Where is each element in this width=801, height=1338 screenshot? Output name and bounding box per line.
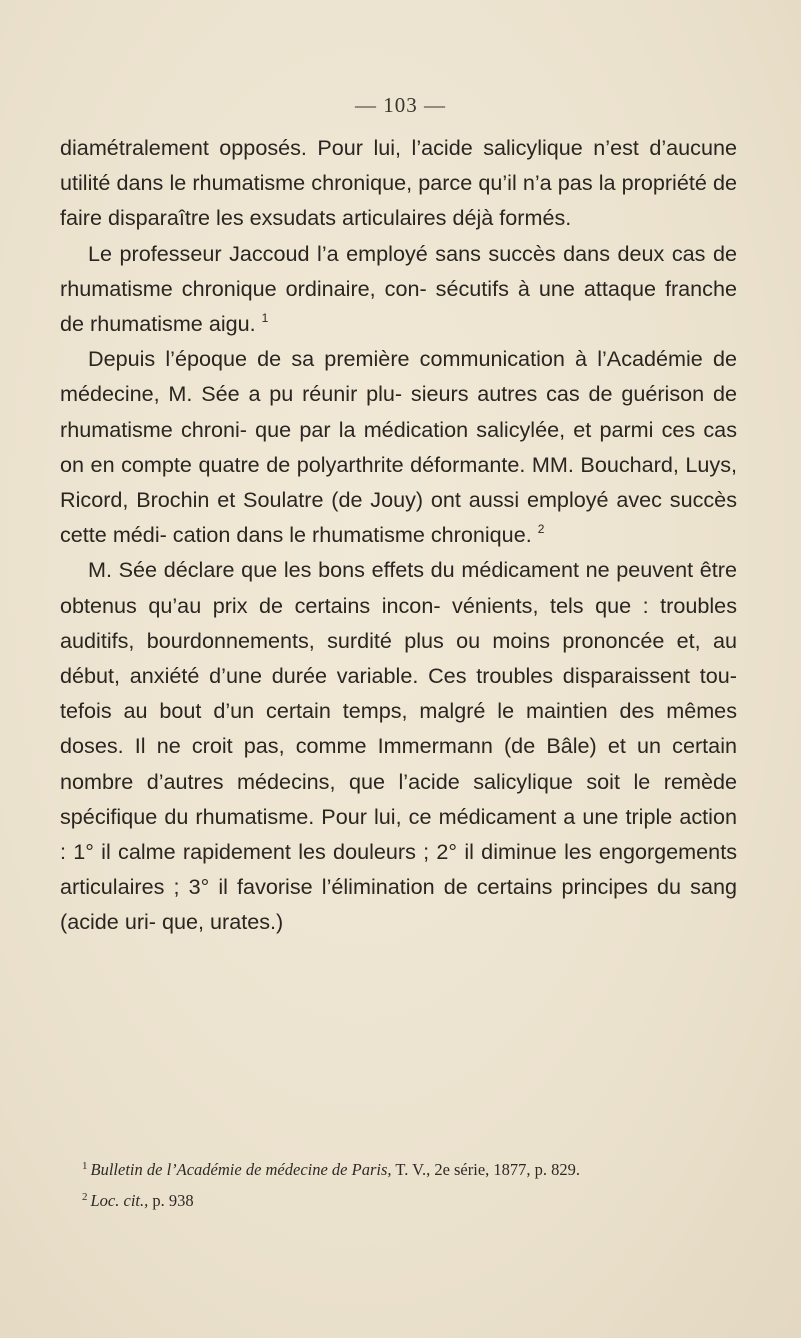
footnote-1-number: 1 bbox=[82, 1160, 88, 1172]
paragraph-3-text: Depuis l’époque de sa première communication à l’Académie de médecine, M. Sée a pu réunir plu- sieurs autres cas de guérison de rhumatisme chroni- que par la médication salicylée, et parmi ces cas on en compte quatre de polyarthrite déformante. MM. Bouchard, Luys, Ricord, Brochin et Soulatre (de Jouy) ont aussi employé avec succès cette médi- cation dans le rhumatisme chronique. bbox=[60, 346, 737, 548]
paragraph-3 bbox=[60, 341, 737, 552]
footnote-2-title: Loc. cit., bbox=[90, 1191, 149, 1210]
paragraph-2 bbox=[60, 236, 737, 342]
footnote-2-detail: p. 938 bbox=[148, 1191, 194, 1210]
paragraph-1-text: diamétralement opposés. Pour lui, l’acide salicylique n’est d’aucune utilité dans le rhumatisme chronique, parce qu’il n’a pas la propriété de faire disparaître les exsudats articulaires déjà formés. bbox=[60, 135, 737, 231]
footnote-1-title: Bulletin de l’Académie de médecine de Paris, bbox=[90, 1160, 392, 1179]
main-text bbox=[60, 130, 737, 940]
footnote-1 bbox=[60, 1159, 737, 1181]
footnotes bbox=[60, 1159, 737, 1221]
page-number: — 103 — bbox=[355, 93, 446, 117]
paragraph-4-text: M. Sée déclare que les bons effets du médicament ne peuvent être obtenus qu’au prix de certains incon- vénients, tels que : troubles auditifs, bourdonnements, surdité plus ou moins prononcée et, au début, anxiété d’une durée variable. Ces troubles disparaissent tou- tefois au bout d’un certain temps, malgré le maintien des mêmes doses. Il ne croit pas, comme Immermann (de Bâle) et un certain nombre d’autres médecins, que l’acide salicylique soit le remède spécifique du rhumatisme. Pour lui, ce médicament a une triple action : 1° il calme rapidement les douleurs ; 2° il diminue les engorgements articulaires ; 3° il favorise l’élimination de certains principes du sang (acide uri- que, urates.) bbox=[60, 557, 737, 935]
footnote-1-detail: T. V., 2e série, 1877, p. 829. bbox=[391, 1160, 581, 1179]
paragraph-4 bbox=[60, 552, 737, 939]
footnote-2-number: 2 bbox=[82, 1191, 88, 1203]
footnote-ref-1: 1 bbox=[261, 311, 269, 326]
paragraph-1 bbox=[60, 130, 737, 236]
footnote-2 bbox=[60, 1190, 737, 1212]
footnote-ref-2: 2 bbox=[537, 522, 545, 537]
paragraph-2-text: Le professeur Jaccoud l’a employé sans succès dans deux cas de rhumatisme chronique ordinaire, con- sécutifs à une attaque franche de rhumatisme aigu. bbox=[60, 240, 737, 337]
